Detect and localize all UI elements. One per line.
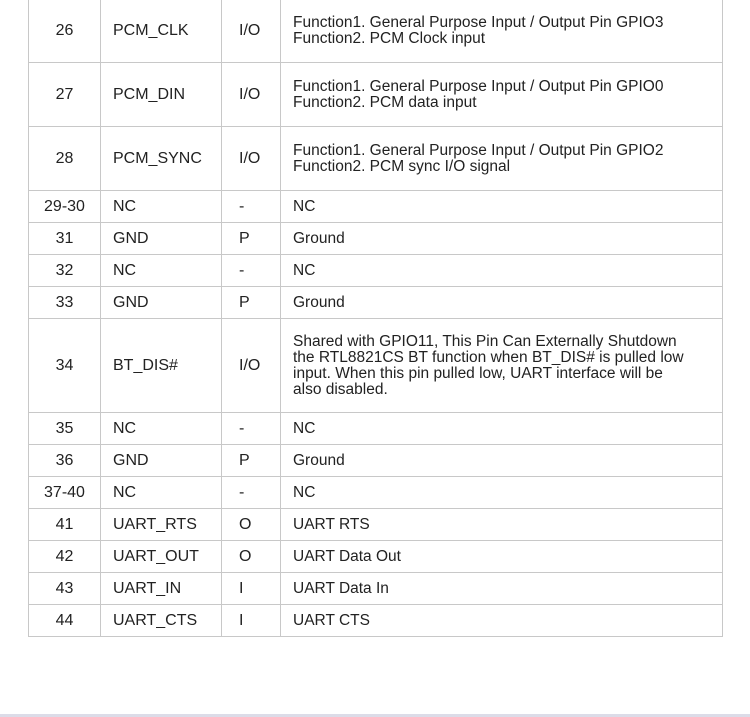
- pin-type-cell: I/O: [222, 0, 281, 63]
- table-row: [29, 63, 723, 127]
- table-row: [29, 127, 723, 191]
- pin-name-cell: BT_DIS#: [101, 319, 222, 413]
- pin-name-cell: GND: [101, 223, 222, 255]
- pin-description-cell: [281, 509, 723, 541]
- description-line: Function2. PCM data input: [293, 93, 477, 111]
- pin-definition-table: [28, 0, 723, 637]
- pin-number-cell: 41: [29, 509, 101, 541]
- description-line: Shared with GPIO11, This Pin Can Externally Shutdown: [293, 332, 677, 350]
- pin-type-cell: P: [222, 287, 281, 319]
- table-row: [29, 287, 723, 319]
- description-line: Function1. General Purpose Input / Output Pin GPIO0: [293, 77, 664, 95]
- pin-name-cell: UART_OUT: [101, 541, 222, 573]
- pin-name-cell: PCM_CLK: [101, 0, 222, 63]
- description-line: Function1. General Purpose Input / Output Pin GPIO2: [293, 141, 664, 159]
- pin-description-cell: [281, 191, 723, 223]
- table-row: [29, 509, 723, 541]
- pin-name-cell: GND: [101, 445, 222, 477]
- pin-number-cell: 42: [29, 541, 101, 573]
- table-row: [29, 477, 723, 509]
- description-line: input. When this pin pulled low, UART interface will be: [293, 364, 663, 382]
- description-line: NC: [293, 483, 316, 501]
- pin-number-cell: 37-40: [29, 477, 101, 509]
- pin-type-cell: -: [222, 191, 281, 223]
- pin-number-cell: 32: [29, 255, 101, 287]
- table-row: [29, 191, 723, 223]
- pin-description-cell: [281, 319, 723, 413]
- table-row: [29, 573, 723, 605]
- description-line: Function2. PCM Clock input: [293, 29, 486, 47]
- description-line: Ground: [293, 293, 345, 311]
- pin-type-cell: P: [222, 223, 281, 255]
- table-row: [29, 0, 723, 63]
- description-line: NC: [293, 419, 316, 437]
- description-line: Ground: [293, 229, 345, 247]
- description-line: NC: [293, 261, 316, 279]
- pin-description-cell: [281, 287, 723, 319]
- description-line: also disabled.: [293, 380, 388, 398]
- description-line: UART RTS: [293, 515, 370, 533]
- description-line: the RTL8821CS BT function when BT_DIS# is pulled low: [293, 348, 684, 366]
- pin-type-cell: O: [222, 509, 281, 541]
- pin-type-cell: -: [222, 477, 281, 509]
- pin-type-cell: P: [222, 445, 281, 477]
- pin-type-cell: I/O: [222, 127, 281, 191]
- pin-number-cell: 35: [29, 413, 101, 445]
- pin-type-cell: O: [222, 541, 281, 573]
- description-line: Function1. General Purpose Input / Output Pin GPIO3: [293, 13, 664, 31]
- pin-name-cell: NC: [101, 477, 222, 509]
- description-line: Function2. PCM sync I/O signal: [293, 157, 511, 175]
- description-line: UART CTS: [293, 611, 370, 629]
- pin-number-cell: 27: [29, 63, 101, 127]
- table-row: [29, 445, 723, 477]
- pin-type-cell: I: [222, 573, 281, 605]
- pin-number-cell: 31: [29, 223, 101, 255]
- pin-description-cell: [281, 63, 723, 127]
- pin-table-body: [29, 0, 723, 637]
- pin-description-cell: [281, 0, 723, 63]
- pin-description-cell: [281, 605, 723, 637]
- pin-description-cell: [281, 445, 723, 477]
- table-row: [29, 605, 723, 637]
- description-line: NC: [293, 197, 316, 215]
- pin-name-cell: NC: [101, 413, 222, 445]
- description-line: UART Data Out: [293, 547, 401, 565]
- table-row: [29, 319, 723, 413]
- description-line: Ground: [293, 451, 345, 469]
- description-line: UART Data In: [293, 579, 389, 597]
- pin-type-cell: I/O: [222, 319, 281, 413]
- pin-description-cell: [281, 413, 723, 445]
- pin-number-cell: 43: [29, 573, 101, 605]
- pin-type-cell: -: [222, 413, 281, 445]
- pin-number-cell: 26: [29, 0, 101, 63]
- pin-number-cell: 29-30: [29, 191, 101, 223]
- pin-name-cell: GND: [101, 287, 222, 319]
- pin-number-cell: 33: [29, 287, 101, 319]
- table-row: [29, 223, 723, 255]
- pin-name-cell: UART_IN: [101, 573, 222, 605]
- pin-name-cell: PCM_SYNC: [101, 127, 222, 191]
- pin-description-cell: [281, 541, 723, 573]
- pin-description-cell: [281, 223, 723, 255]
- pin-number-cell: 34: [29, 319, 101, 413]
- pin-number-cell: 28: [29, 127, 101, 191]
- table-row: [29, 255, 723, 287]
- pin-description-cell: [281, 255, 723, 287]
- pin-type-cell: I/O: [222, 63, 281, 127]
- pin-type-cell: I: [222, 605, 281, 637]
- pin-name-cell: UART_CTS: [101, 605, 222, 637]
- pin-name-cell: NC: [101, 191, 222, 223]
- pin-name-cell: PCM_DIN: [101, 63, 222, 127]
- table-row: [29, 413, 723, 445]
- pin-number-cell: 44: [29, 605, 101, 637]
- table-row: [29, 541, 723, 573]
- pin-type-cell: -: [222, 255, 281, 287]
- pin-name-cell: UART_RTS: [101, 509, 222, 541]
- pin-description-cell: [281, 573, 723, 605]
- pin-number-cell: 36: [29, 445, 101, 477]
- pin-description-cell: [281, 477, 723, 509]
- pin-description-cell: [281, 127, 723, 191]
- pin-name-cell: NC: [101, 255, 222, 287]
